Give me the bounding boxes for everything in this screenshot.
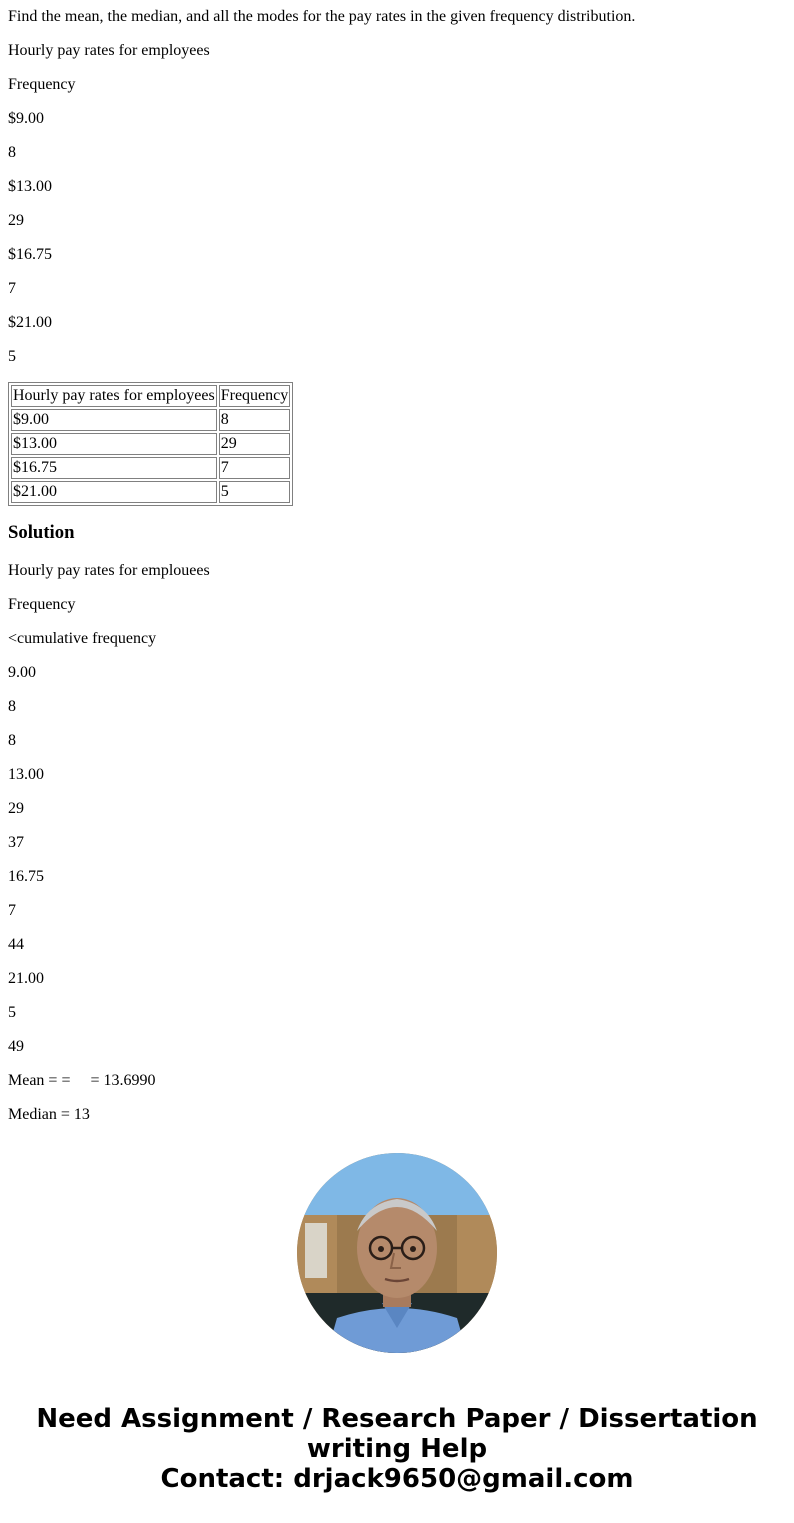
question-rate-4: $21.00 (8, 314, 52, 331)
table-header-rate: Hourly pay rates for employees (11, 385, 217, 407)
frequency-table (8, 382, 293, 506)
table-cell-frequency: 8 (219, 409, 291, 431)
mean-result: Mean = = = 13.6990 (8, 1072, 156, 1089)
avatar-photo (297, 1153, 497, 1353)
solution-rate-2: 13.00 (8, 766, 44, 783)
solution-cum-4: 49 (8, 1038, 24, 1055)
question-col2-header: Frequency (8, 76, 76, 93)
solution-rate-3: 16.75 (8, 868, 44, 885)
solution-cum-2: 37 (8, 834, 24, 851)
solution-rate-1: 9.00 (8, 664, 36, 681)
solution-freq-3: 7 (8, 902, 16, 919)
contact-banner (0, 1404, 794, 1494)
solution-freq-2: 29 (8, 800, 24, 817)
question-col1-header: Hourly pay rates for employees (8, 42, 210, 59)
table-row (11, 433, 290, 455)
table-header-row (11, 385, 290, 407)
solution-cum-3: 44 (8, 936, 24, 953)
solution-col1-header: Hourly pay rates for emplouees (8, 562, 210, 579)
solution-rate-4: 21.00 (8, 970, 44, 987)
median-result: Median = 13 (8, 1106, 90, 1123)
table-row (11, 457, 290, 479)
table-cell-frequency: 29 (219, 433, 291, 455)
question-freq-4: 5 (8, 348, 16, 365)
table-row (11, 481, 290, 503)
table-cell-frequency: 5 (219, 481, 291, 503)
question-rate-2: $13.00 (8, 178, 52, 195)
table-cell-rate: $21.00 (11, 481, 217, 503)
author-avatar (297, 1153, 497, 1353)
banner-line-1: Need Assignment / Research Paper / Dissertation (36, 1404, 758, 1434)
question-freq-3: 7 (8, 280, 16, 297)
solution-freq-4: 5 (8, 1004, 16, 1021)
solution-col3-header: <cumulative frequency (8, 630, 157, 647)
question-freq-1: 8 (8, 144, 16, 161)
solution-heading: Solution (8, 522, 75, 543)
solution-cum-1: 8 (8, 732, 16, 749)
table-row (11, 409, 290, 431)
question-rate-3: $16.75 (8, 246, 52, 263)
solution-freq-1: 8 (8, 698, 16, 715)
question-text: Find the mean, the median, and all the modes for the pay rates in the given frequency distribution. (8, 8, 636, 25)
banner-line-2: writing Help (306, 1434, 488, 1464)
question-freq-2: 29 (8, 212, 24, 229)
table-cell-frequency: 7 (219, 457, 291, 479)
solution-col2-header: Frequency (8, 596, 76, 613)
table-cell-rate: $16.75 (11, 457, 217, 479)
table-cell-rate: $9.00 (11, 409, 217, 431)
table-header-frequency: Frequency (219, 385, 291, 407)
banner-contact-line: Contact: drjack9650@gmail.com (160, 1464, 634, 1494)
table-cell-rate: $13.00 (11, 433, 217, 455)
question-rate-1: $9.00 (8, 110, 44, 127)
